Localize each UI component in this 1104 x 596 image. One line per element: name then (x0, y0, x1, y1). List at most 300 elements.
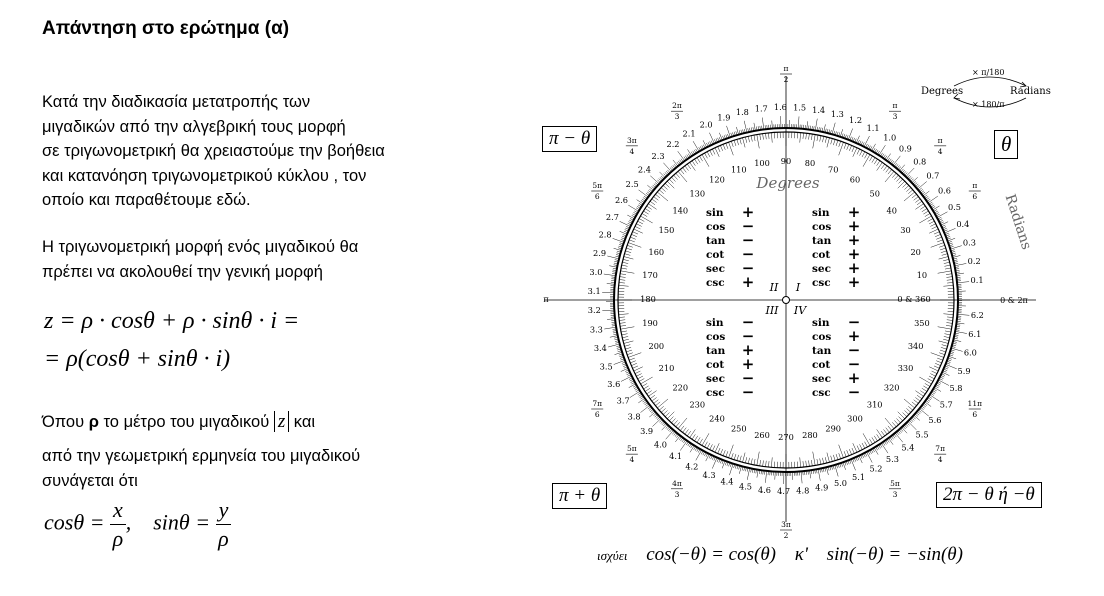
radian-tick (678, 151, 685, 161)
degree-tick (692, 434, 695, 439)
pi-fraction-denominator: 2 (783, 75, 789, 84)
degree-tick (699, 439, 702, 444)
degree-tick (857, 446, 860, 451)
degree-tick-label: 100 (754, 158, 770, 169)
degree-tick (743, 453, 746, 463)
degree-tick (865, 442, 868, 447)
degree-tick (888, 169, 892, 174)
function-name-cot: cot (812, 249, 831, 261)
pi-fraction-denominator: 3 (892, 112, 898, 122)
degree-tick (622, 334, 628, 335)
degree-tick (923, 211, 928, 214)
radian-tick (886, 154, 891, 161)
pi-fraction-numerator: 5π (592, 181, 603, 190)
radian-tick-label: 1.0 (883, 132, 897, 143)
degree-tick (645, 209, 650, 212)
radian-tick (944, 228, 955, 233)
degree-tick (906, 188, 910, 192)
degree-tick-label: 30 (900, 225, 911, 235)
degree-tick (923, 386, 928, 389)
degree-tick (860, 444, 863, 449)
radian-tick-label: 4.8 (796, 485, 810, 496)
radian-tick (824, 124, 826, 132)
radian-tick-label: 5.3 (885, 453, 899, 464)
degree-tick (712, 149, 715, 154)
pi-fraction-numerator: 3π (626, 135, 637, 145)
sin-numerator: y (216, 496, 232, 525)
pi-fraction-denominator: 6 (594, 410, 600, 419)
degree-tick (766, 133, 767, 139)
sign-ii-sec: − (741, 259, 755, 277)
degree-tick (862, 152, 865, 157)
radian-tick (662, 424, 668, 430)
degree-tick (939, 353, 945, 355)
degree-tick (622, 265, 628, 266)
degree-tick (619, 317, 625, 318)
degree-tick (734, 140, 736, 146)
degree-tick (683, 428, 687, 433)
degree-tick (683, 168, 687, 173)
degree-tick (806, 133, 807, 139)
radian-tick (637, 200, 644, 204)
degree-tick-label: 60 (849, 174, 861, 185)
degree-tick (944, 336, 950, 337)
radian-tick (663, 163, 671, 172)
degree-tick (925, 383, 930, 386)
degree-tick (943, 339, 949, 340)
degree-tick (833, 139, 835, 145)
radian-tick-label: 3.7 (616, 395, 630, 406)
pi-fraction-label (969, 181, 981, 201)
radian-tick (859, 456, 862, 463)
degree-tick (944, 265, 950, 266)
function-name-sec: sec (706, 263, 725, 275)
radian-tick (934, 387, 941, 391)
degree-tick (745, 137, 746, 143)
degree-tick (914, 400, 919, 404)
degree-tick (671, 177, 675, 181)
degree-tick (626, 248, 632, 250)
degree-tick (931, 353, 944, 358)
pi-fraction-numerator: 11π (967, 399, 983, 408)
pi-fraction-denominator: 3 (674, 489, 680, 499)
degree-tick (896, 177, 900, 181)
radian-tick (739, 466, 741, 474)
sign-iv-sin: − (847, 313, 861, 331)
degree-tick (939, 245, 945, 247)
degree-tick (641, 216, 653, 223)
degree-tick (657, 192, 668, 201)
degree-tick (908, 190, 913, 194)
general-form-paragraph (42, 235, 358, 284)
degree-tick (912, 194, 917, 198)
degree-tick (885, 171, 894, 182)
radian-tick (906, 168, 914, 177)
degree-tick (665, 413, 669, 417)
radian-tick (941, 222, 948, 225)
degree-tick (822, 458, 823, 464)
degree-tick (947, 317, 953, 318)
degree-tick (896, 418, 900, 422)
degree-tick (751, 136, 752, 142)
radian-tick-label: 1.8 (735, 107, 749, 118)
degree-tick (678, 418, 687, 429)
degree-tick-label: 0 & 360 (897, 294, 931, 304)
radian-tick-label: 5.8 (949, 383, 963, 394)
pi-fraction-numerator: π (783, 64, 789, 73)
degree-tick (833, 455, 835, 461)
radian-tick-label: 2.6 (614, 195, 628, 206)
radian-tick-label: 2.1 (682, 128, 696, 139)
radian-tick (826, 467, 828, 475)
sign-iv-tan: − (847, 341, 861, 359)
degree-tick (685, 166, 689, 171)
radian-tick (690, 446, 694, 453)
pi-fraction-label (626, 136, 638, 156)
function-name-cos: cos (812, 221, 832, 233)
radian-tick (703, 140, 707, 147)
degree-tick (885, 418, 894, 429)
degree-tick (894, 175, 898, 179)
radian-tick-label: 3.1 (587, 286, 601, 297)
degree-tick (877, 161, 880, 166)
conversion-to-degrees-factor: × 180/π (972, 100, 1005, 109)
geometric-line: από την γεωμετρική ερμηνεία του μιγαδικού (42, 447, 361, 465)
radian-tick (912, 177, 918, 182)
degree-tick (659, 190, 664, 194)
degree-tick (676, 173, 680, 178)
degree-tick (915, 199, 920, 203)
conversion-radians-label: Radians (1010, 86, 1051, 97)
degree-tick (811, 460, 812, 466)
degree-tick (904, 185, 908, 189)
degree-tick-label: 300 (847, 413, 863, 424)
degree-tick (707, 152, 710, 157)
degree-tick (740, 456, 742, 462)
conversion-to-radians-factor: × π/180 (972, 68, 1005, 77)
conversion-arrows (950, 70, 1030, 114)
degree-tick (922, 209, 927, 212)
radian-tick-label: 5.9 (957, 365, 971, 376)
modulus-text-after: το μέτρο του μιγαδικού (98, 413, 274, 431)
degree-tick (645, 388, 650, 391)
radian-tick-label: 1.5 (793, 102, 807, 113)
degree-tick (636, 374, 641, 377)
radian-tick (607, 319, 615, 320)
intro-line: σε τριγωνομετρική θα χρειαστούμε την βοήθεια (42, 142, 385, 160)
degree-tick (941, 251, 947, 253)
degree-tick (692, 161, 695, 166)
degree-tick (620, 325, 626, 326)
radian-tick-label: 3.5 (599, 361, 613, 372)
degree-tick (655, 194, 660, 198)
degree-tick (941, 347, 947, 349)
sign-ii-sin: + (741, 203, 755, 221)
degree-tick (641, 377, 653, 384)
degree-tick (619, 282, 625, 283)
degree-tick (831, 456, 833, 462)
degree-tick (768, 133, 769, 139)
degree-tick (748, 136, 749, 142)
radian-tick-label: 0.2 (967, 255, 981, 266)
degree-tick (644, 211, 649, 214)
pi-fraction-denominator: 6 (594, 192, 600, 201)
identities-conjunction: κ' (794, 544, 808, 565)
degree-tick (806, 461, 807, 467)
degree-tick (754, 135, 755, 141)
degree-tick (625, 345, 631, 347)
sign-i-csc: + (847, 273, 861, 291)
degree-tick (865, 153, 868, 158)
pi-fraction-label (671, 479, 683, 499)
pi-fraction-numerator: 7π (935, 444, 946, 454)
degree-tick (621, 268, 627, 269)
degree-tick (915, 204, 923, 210)
degree-tick (877, 434, 880, 439)
degree-tick (899, 417, 903, 421)
radian-tick (765, 471, 766, 483)
degree-tick (757, 452, 759, 466)
degree-tick (667, 412, 674, 419)
modulus-text-end: και (289, 413, 316, 431)
degree-tick (809, 134, 810, 140)
sign-ii-tan: − (741, 231, 755, 249)
radian-tick (649, 412, 655, 417)
degree-tick (629, 358, 635, 360)
sign-iii-sin: − (741, 313, 755, 331)
radian-tick (953, 340, 961, 342)
degree-tick (869, 439, 872, 444)
function-name-csc: csc (706, 387, 725, 399)
radian-tick (602, 310, 614, 311)
degree-tick (625, 347, 631, 349)
degree-tick (647, 206, 652, 209)
degrees-scale-label: Degrees (756, 174, 820, 192)
degree-tick (817, 135, 818, 141)
degree-tick (625, 254, 631, 256)
degree-tick (626, 350, 632, 352)
degree-tick (619, 280, 625, 281)
degree-tick (627, 353, 633, 355)
sign-iv-cos: + (847, 327, 861, 345)
sign-i-cot: + (847, 245, 861, 263)
degree-tick (642, 213, 647, 216)
radian-tick (933, 206, 940, 210)
degree-tick (820, 458, 821, 464)
radian-tick-label: 5.5 (915, 429, 929, 440)
degree-tick (938, 271, 952, 273)
degree-tick (635, 226, 640, 229)
degree-tick (748, 458, 749, 464)
radian-tick (957, 314, 969, 315)
degree-tick (929, 221, 934, 224)
radian-tick-label: 0.9 (898, 143, 912, 154)
degree-tick-label: 170 (642, 270, 658, 281)
degree-tick (947, 282, 953, 283)
sign-iii-csc: − (741, 383, 755, 401)
degree-tick-label: 350 (914, 317, 930, 328)
radian-tick-label: 5.7 (939, 399, 953, 410)
pi-fraction-label (671, 101, 683, 121)
degree-tick (945, 331, 951, 332)
degree-tick (844, 451, 846, 457)
degree-tick (737, 139, 739, 145)
pi-fraction-denominator: 2 (783, 531, 789, 540)
degree-tick (813, 452, 815, 466)
radian-tick (675, 436, 680, 442)
degree-tick (917, 201, 922, 205)
radian-tick (956, 273, 964, 274)
radian-tick-label: 4.2 (685, 461, 699, 472)
degree-tick (638, 376, 643, 379)
modulus-symbol: z (274, 411, 289, 432)
radian-tick-label: 0.8 (913, 156, 927, 167)
radian-tick-label: 4.5 (739, 481, 753, 492)
degree-tick (633, 366, 638, 368)
degree-tick (631, 234, 637, 236)
degree-tick-label: 310 (866, 399, 883, 410)
pi-fraction-label (780, 520, 792, 540)
degree-tick-label: 180 (640, 294, 656, 304)
degree-tick (628, 243, 641, 248)
degree-tick (925, 213, 930, 216)
radian-tick-label: 4.7 (777, 485, 791, 496)
degree-tick (852, 147, 854, 152)
function-name-csc: csc (706, 277, 725, 289)
degree-tick (903, 183, 907, 187)
degree-tick (751, 458, 752, 464)
radian-tick (955, 331, 967, 333)
degree-tick (903, 413, 907, 417)
radian-tick (620, 231, 627, 234)
degree-tick (695, 159, 698, 164)
degree-tick (811, 134, 812, 140)
degree-tick (946, 323, 952, 324)
radian-tick-label: 6.1 (968, 328, 982, 339)
cos-lhs: cosθ = (44, 509, 105, 535)
degree-tick (695, 436, 698, 441)
degree-tick (888, 426, 892, 431)
degree-tick (836, 454, 838, 460)
degree-tick (657, 399, 668, 408)
function-name-sec: sec (706, 373, 725, 385)
pi-fraction-numerator: 4π (672, 478, 682, 488)
degree-tick (648, 391, 656, 397)
degree-tick (720, 449, 722, 455)
degree-tick (881, 431, 885, 436)
degree-tick (849, 145, 851, 151)
pi-fraction-label (934, 444, 946, 464)
degree-tick (946, 277, 952, 278)
sin-lhs: sinθ = (153, 509, 211, 535)
radian-tick (919, 409, 928, 417)
function-name-sin: sin (706, 207, 724, 219)
degree-tick (935, 234, 941, 236)
sin-denominator: ρ (218, 526, 229, 551)
degree-tick (915, 391, 923, 397)
degree-tick (674, 420, 678, 424)
degree-tick (847, 144, 849, 150)
radian-tick (639, 190, 649, 197)
radian-tick (673, 160, 678, 166)
degree-tick-label: 220 (672, 382, 689, 393)
degree-tick (737, 455, 739, 461)
degree-tick-label: 190 (642, 317, 658, 328)
degree-tick (622, 336, 628, 337)
geometric-paragraph (42, 444, 360, 493)
degree-tick (800, 457, 801, 467)
radian-tick (832, 123, 835, 135)
degree-tick (710, 150, 713, 155)
degree-tick (630, 361, 636, 363)
degree-tick (928, 379, 933, 382)
degree-tick (940, 350, 946, 352)
degree-tick (699, 156, 702, 161)
sign-ii-cos: − (741, 217, 755, 235)
radian-tick (614, 360, 625, 364)
degree-tick (619, 285, 629, 286)
degree-tick-label: 90 (780, 156, 792, 166)
degree-tick (760, 134, 761, 140)
radian-tick (660, 172, 666, 178)
radian-tick (627, 215, 634, 219)
cos-even-identity: cos(−θ) = cos(θ) (646, 544, 776, 565)
degree-tick (942, 254, 948, 256)
radian-tick (895, 433, 903, 442)
radian-tick-label: 2.0 (699, 119, 713, 130)
degree-tick (647, 391, 652, 394)
degree-tick (939, 257, 949, 260)
function-name-csc: csc (812, 387, 831, 399)
degree-tick (929, 376, 934, 379)
degree-tick-label: 40 (886, 205, 897, 216)
degree-tick (652, 397, 657, 401)
radian-tick (888, 438, 893, 444)
degree-tick (768, 461, 769, 467)
radian-tick (772, 121, 773, 129)
degree-tick (723, 450, 725, 456)
sin-fraction (216, 496, 232, 553)
degree-tick (740, 139, 742, 145)
degree-tick-label: 10 (916, 270, 928, 281)
degree-tick (622, 262, 628, 263)
degree-tick (665, 183, 669, 187)
degree-tick-label: 230 (689, 399, 706, 410)
degree-tick (621, 327, 635, 329)
radian-tick (918, 181, 927, 189)
degree-tick (680, 426, 684, 431)
pi-fraction-denominator: 3 (892, 489, 898, 499)
radian-tick (957, 282, 969, 283)
radian-tick-label: 1.6 (773, 102, 787, 113)
pi-fraction-numerator: π (892, 101, 898, 111)
degree-tick (726, 143, 728, 149)
function-name-cot: cot (706, 249, 725, 261)
degree-tick (712, 446, 715, 451)
radian-tick-label: 6.2 (970, 309, 984, 320)
degree-tick-label: 260 (754, 429, 770, 440)
pi-fraction-denominator: 4 (629, 455, 635, 465)
degree-tick (757, 135, 759, 149)
radian-tick-label: 1.2 (849, 115, 863, 126)
pi-fraction-numerator: 3π (781, 520, 791, 529)
degree-tick (763, 460, 764, 466)
radian-tick-label: 5.1 (852, 471, 866, 482)
degree-tick (936, 237, 942, 239)
degree-tick (685, 429, 689, 434)
radian-tick (953, 255, 961, 257)
degree-tick (825, 137, 826, 143)
